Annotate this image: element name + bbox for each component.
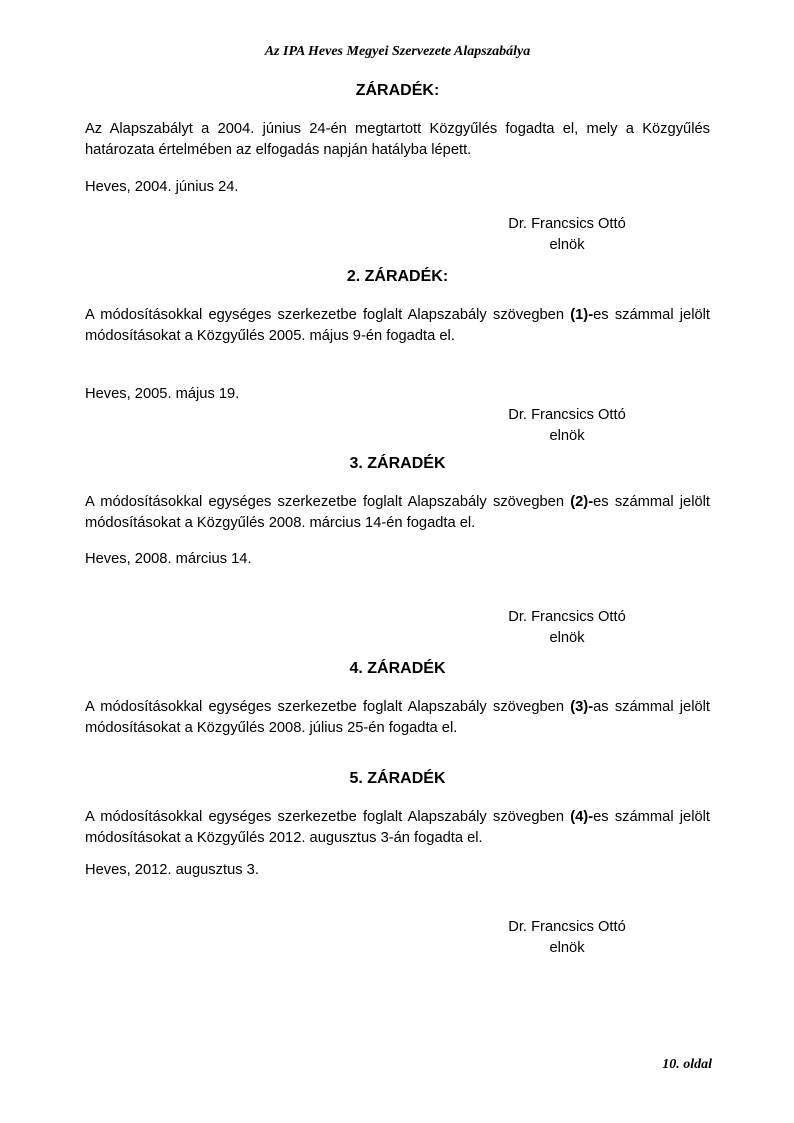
signature-title: elnök bbox=[549, 237, 585, 253]
date-line-3: Heves, 2008. március 14. bbox=[85, 551, 252, 567]
paragraph-text: A módosításokkal egységes szerkezetbe foglalt Alapszabály szövegben bbox=[85, 699, 571, 715]
signature-title: elnök bbox=[549, 940, 585, 956]
paragraph-text: A módosításokkal egységes szerkezetbe foglalt Alapszabály szövegben bbox=[85, 494, 571, 510]
signature-name: Dr. Francsics Ottó bbox=[508, 216, 626, 232]
section-paragraph-3 bbox=[85, 492, 710, 534]
paragraph-text: es számmal jelölt módosításokat a Közgyűlés 2005. május 9-én fogadta el. bbox=[85, 307, 711, 344]
signature-name: Dr. Francsics Ottó bbox=[508, 919, 626, 935]
signature-title: elnök bbox=[549, 428, 585, 444]
section-heading-1: ZÁRADÉK: bbox=[355, 82, 440, 99]
signature-title: elnök bbox=[549, 630, 585, 646]
section-paragraph-2 bbox=[85, 305, 710, 347]
date-line-5: Heves, 2012. augusztus 3. bbox=[85, 862, 259, 878]
paragraph-text: A módosításokkal egységes szerkezetbe foglalt Alapszabály szövegben bbox=[85, 307, 571, 323]
signature-block-3 bbox=[482, 607, 652, 649]
date-line-1: Heves, 2004. június 24. bbox=[85, 179, 239, 195]
section-paragraph-1 bbox=[85, 119, 710, 161]
section-heading-5: 5. ZÁRADÉK bbox=[349, 770, 446, 787]
bold-marker: (4)- bbox=[570, 809, 594, 825]
bold-marker: (1)- bbox=[570, 307, 594, 323]
date-line-2: Heves, 2005. május 19. bbox=[85, 386, 240, 402]
paragraph-text: Az Alapszabályt a 2004. június 24-én megtartott Közgyűlés fogadta el, mely a Közgyűlés határozata értelmében az elfogadás napján hatályba lépett. bbox=[85, 121, 710, 158]
section-heading-3: 3. ZÁRADÉK bbox=[349, 455, 446, 472]
paragraph-text: A módosításokkal egységes szerkezetbe foglalt Alapszabály szövegben bbox=[85, 809, 571, 825]
paragraph-text: es számmal jelölt módosításokat a Közgyűlés 2012. augusztus 3-án fogadta el. bbox=[85, 809, 711, 846]
signature-block-1 bbox=[482, 214, 652, 256]
bold-marker: (3)- bbox=[570, 699, 594, 715]
paragraph-text: as számmal jelölt módosításokat a Közgyűlés 2008. július 25-én fogadta el. bbox=[85, 699, 711, 736]
signature-name: Dr. Francsics Ottó bbox=[508, 407, 626, 423]
signature-block-2 bbox=[482, 405, 652, 447]
bold-marker: (2)- bbox=[570, 494, 594, 510]
section-heading-4: 4. ZÁRADÉK bbox=[349, 660, 446, 677]
signature-block-5 bbox=[482, 917, 652, 959]
paragraph-text: es számmal jelölt módosításokat a Közgyűlés 2008. március 14-én fogadta el. bbox=[85, 494, 711, 531]
section-paragraph-4 bbox=[85, 697, 710, 739]
page-footer: 10. oldal bbox=[662, 1057, 712, 1072]
section-paragraph-5 bbox=[85, 807, 710, 849]
section-heading-2: 2. ZÁRADÉK: bbox=[346, 268, 449, 285]
document-header: Az IPA Heves Megyei Szervezete Alapszabálya bbox=[264, 44, 531, 59]
signature-name: Dr. Francsics Ottó bbox=[508, 609, 626, 625]
